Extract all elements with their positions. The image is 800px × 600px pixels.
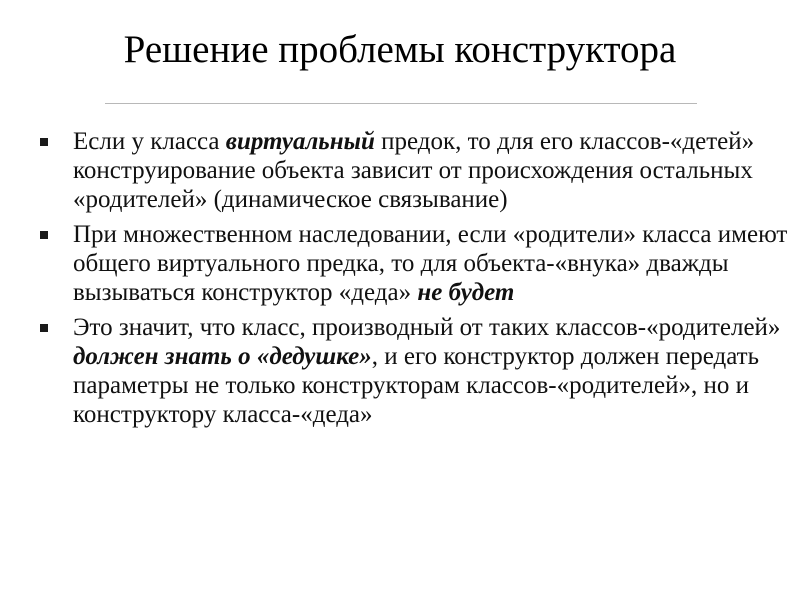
slide-title: Решение проблемы конструктора: [123, 28, 677, 71]
bullet-text: предок, то для его классов-«детей» конструирование объекта зависит от происхождения остальных «родителей» (динамическое связывание): [73, 128, 755, 213]
bullet-item-multiple-inheritance: [40, 220, 790, 307]
bullet-item-grandparent-constructor: [40, 313, 790, 429]
title-divider: [105, 103, 697, 104]
square-bullet-icon: [40, 324, 48, 332]
bullet-text: Если у класса: [73, 128, 226, 155]
emphasis-text: не будет: [417, 279, 515, 306]
square-bullet-icon: [40, 231, 48, 239]
bullet-text: Это значит, что класс, производный от таких классов-«родителей»: [73, 314, 781, 341]
square-bullet-icon: [40, 138, 48, 146]
emphasis-text: виртуальный: [225, 128, 375, 155]
bullet-text: , и его конструктор должен передать параметры не только конструкторам классов-«родителей», но и конструктору класса-«деда»: [73, 343, 760, 428]
bullet-list: [40, 127, 790, 435]
bullet-text: При множественном наследовании, если «родители» класса имеют общего виртуального предка, то для объекта-«внука» дважды вызываться конструктор «деда»: [73, 221, 788, 306]
bullet-item-virtual-ancestor: [40, 127, 790, 214]
emphasis-text: должен знать о «дедушке»: [73, 343, 372, 370]
